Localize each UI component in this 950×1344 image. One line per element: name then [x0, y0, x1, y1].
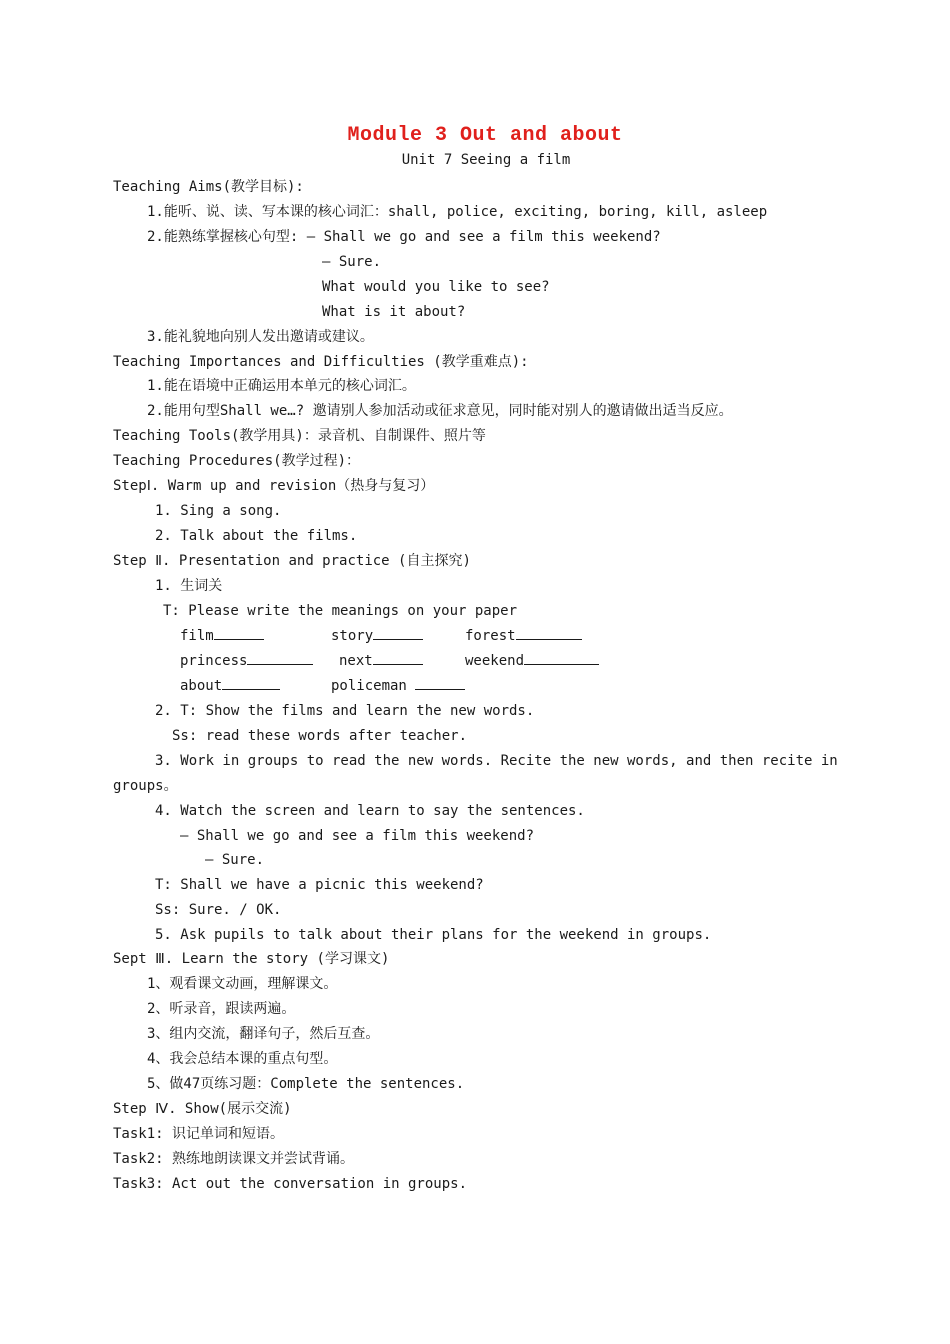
blank-line — [214, 627, 264, 640]
unit-subtitle: Unit 7 Seeing a film — [401, 152, 571, 168]
step-2-item-1: 1. 生词关 — [155, 578, 223, 594]
vocab-word-text: story — [331, 628, 374, 644]
step-3-item-1: 1、观看课文动画，理解课文。 — [147, 976, 338, 992]
task-2: Task2: 熟练地朗读课文并尝试背诵。 — [113, 1151, 355, 1167]
task-3: Task3: Act out the conversation in groups. — [113, 1176, 468, 1192]
importances-heading: Teaching Importances and Difficulties (教学重难点): — [113, 354, 529, 370]
vocab-word-about — [180, 677, 280, 695]
blank-line — [247, 652, 313, 665]
vocab-word-text: forest — [465, 628, 516, 644]
vocab-word-weekend — [465, 652, 599, 670]
step-2-item-2: 2. T: Show the films and learn the new words. — [155, 703, 535, 719]
aims-item-2-question-3: What is it about? — [322, 304, 466, 320]
vocab-word-text: about — [180, 678, 223, 694]
step-3-item-2: 2、听录音，跟读两遍。 — [147, 1001, 296, 1017]
vocab-word-text: next — [339, 653, 373, 669]
vocab-word-next — [339, 652, 423, 670]
step-3-heading: Sept Ⅲ. Learn the story (学习课文) — [113, 951, 390, 967]
task-1: Task1: 识记单词和短语。 — [113, 1126, 285, 1142]
vocab-word-text: film — [180, 628, 214, 644]
aims-item-2-question-2: What would you like to see? — [322, 279, 550, 295]
aims-item-2: 2.能熟练掌握核心句型: — Shall we go and see a film this weekend? — [147, 229, 661, 245]
step-2-item-2-ss: Ss: read these words after teacher. — [172, 728, 468, 744]
vocab-word-text: policeman — [331, 678, 407, 694]
vocab-word-text: princess — [180, 653, 248, 669]
step-2-heading: Step Ⅱ. Presentation and practice (自主探究) — [113, 553, 471, 569]
aims-heading: Teaching Aims(教学目标): — [113, 179, 304, 195]
step-3-item-3: 3、组内交流，翻译句子，然后互查。 — [147, 1026, 380, 1042]
importances-item-1: 1.能在语境中正确运用本单元的核心词汇。 — [147, 378, 416, 394]
vocab-word-film — [180, 627, 264, 645]
dialog-answer: — Sure. — [205, 852, 265, 868]
teacher-line: T: Shall we have a picnic this weekend? — [155, 877, 484, 893]
dialog-question: — Shall we go and see a film this weekend? — [180, 828, 535, 844]
step-1-heading: StepⅠ. Warm up and revision（热身与复习） — [113, 478, 435, 494]
blank-line — [516, 627, 582, 640]
step-1-item-2: 2. Talk about the films. — [155, 528, 358, 544]
vocab-word-policeman — [331, 677, 465, 695]
students-line: Ss: Sure. / OK. — [155, 902, 282, 918]
blank-line — [373, 627, 423, 640]
step-3-item-4: 4、我会总结本课的重点句型。 — [147, 1051, 338, 1067]
step-2-item-3: 3. Work in groups to read the new words. Recite the new words, and then recite in — [155, 753, 838, 769]
procedures-heading: Teaching Procedures(教学过程)： — [113, 453, 361, 469]
vocab-word-story — [331, 627, 423, 645]
step-4-heading: Step Ⅳ. Show(展示交流) — [113, 1101, 292, 1117]
aims-item-3: 3.能礼貌地向别人发出邀请或建议。 — [147, 329, 374, 345]
step-2-instruction: T: Please write the meanings on your paper — [163, 603, 518, 619]
tools-line: Teaching Tools(教学用具)：录音机、自制课件、照片等 — [113, 428, 486, 444]
step-3-item-5: 5、做47页练习题：Complete the sentences. — [147, 1076, 465, 1092]
importances-item-2: 2.能用句型Shall we…? 邀请别人参加活动或征求意见，同时能对别人的邀请做出适当反应。 — [147, 403, 733, 419]
blank-line — [222, 677, 280, 690]
aims-item-1: 1.能听、说、读、写本课的核心词汇：shall, police, exciting, boring, kill, asleep — [147, 204, 768, 220]
blank-line — [524, 652, 599, 665]
step-2-item-5: 5. Ask pupils to talk about their plans for the weekend in groups. — [155, 927, 712, 943]
blank-line — [373, 652, 423, 665]
step-1-item-1: 1. Sing a song. — [155, 503, 282, 519]
step-2-item-3-continued: groups。 — [113, 778, 178, 794]
vocab-word-forest — [465, 627, 582, 645]
blank-line — [415, 677, 465, 690]
module-title: Module 3 Out and about — [347, 124, 623, 147]
step-2-item-4: 4. Watch the screen and learn to say the sentences. — [155, 803, 585, 819]
aims-item-2-response: — Sure. — [322, 254, 382, 270]
vocab-word-princess — [180, 652, 313, 670]
vocab-word-text: weekend — [465, 653, 525, 669]
